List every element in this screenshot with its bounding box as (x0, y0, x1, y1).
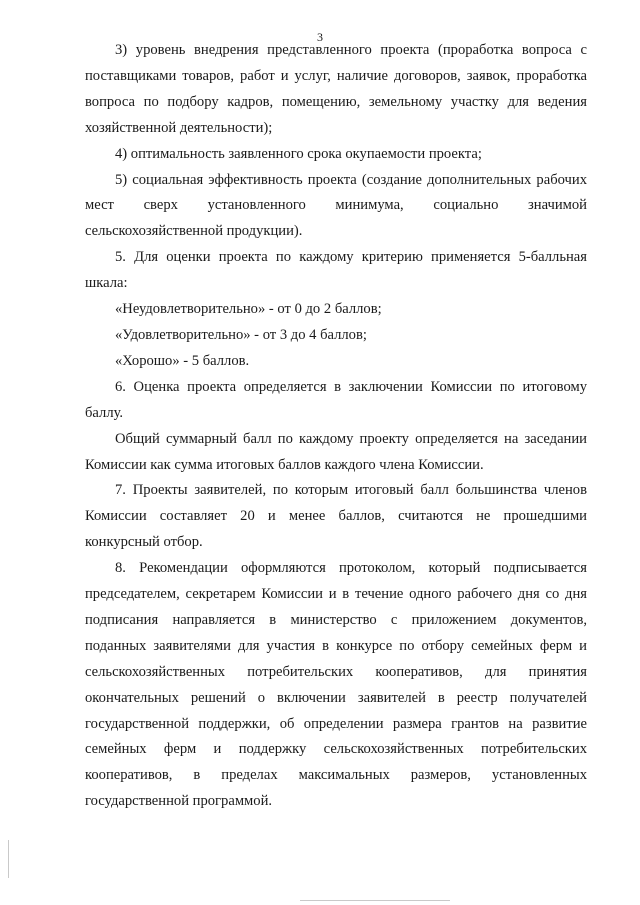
scan-artifact-left-edge (8, 840, 9, 878)
paragraph-item-8: 8. Рекомендации оформляются протоколом, который подписывается председателем, секретарем Комиссии и в течение одного рабочего дня со дня подписания направляется в министерство с приложением документов, поданных заявителями для участия в конкурсе по отбору семейных ферм и сельскохозяйственных потребительских кооперативов, для принятия окончательных решений о включении заявителей в реестр получателей государственной поддержки, об определении размера грантов на развитие семейных ферм и поддержку сельскохозяйственных потребительских кооперативов, в пределах максимальных размеров, установленных государственной программой. (85, 560, 587, 810)
scale-good: «Хорошо» - 5 баллов. (115, 352, 250, 369)
document-body (85, 38, 587, 815)
paragraph-criterion-5: 5) социальная эффективность проекта (создание дополнительных рабочих мест сверх установленного минимума, социально значимой сельскохозяйственной продукции). (85, 171, 587, 240)
scale-satisfactory: «Удовлетворительно» - от 3 до 4 баллов; (115, 326, 367, 343)
paragraph-criterion-3: 3) уровень внедрения представленного проекта (проработка вопроса с поставщиками товаров, работ и услуг, наличие договоров, заявок, проработка вопроса по подбору кадров, помещению, земельному участку для ведения хозяйственной деятельности); (85, 42, 587, 136)
paragraph-item-5: 5. Для оценки проекта по каждому критерию применяется 5-балльная шкала: (85, 249, 587, 292)
paragraph-criterion-4: 4) оптимальность заявленного срока окупаемости проекта; (115, 145, 482, 162)
paragraph-item-7: 7. Проекты заявителей, по которым итоговый балл большинства членов Комиссии составляет 20 и менее баллов, считаются не прошедшими конкурсный отбор. (85, 482, 587, 551)
paragraph-item-6: 6. Оценка проекта определяется в заключении Комиссии по итоговому баллу. (85, 378, 587, 421)
paragraph-total-score: Общий суммарный балл по каждому проекту определяется на заседании Комиссии как сумма итоговых баллов каждого члена Комиссии. (85, 430, 587, 473)
scale-unsatisfactory: «Неудовлетворительно» - от 0 до 2 баллов; (115, 301, 382, 318)
scan-artifact-bottom-edge (300, 900, 450, 901)
page-number: 3 (317, 30, 323, 44)
